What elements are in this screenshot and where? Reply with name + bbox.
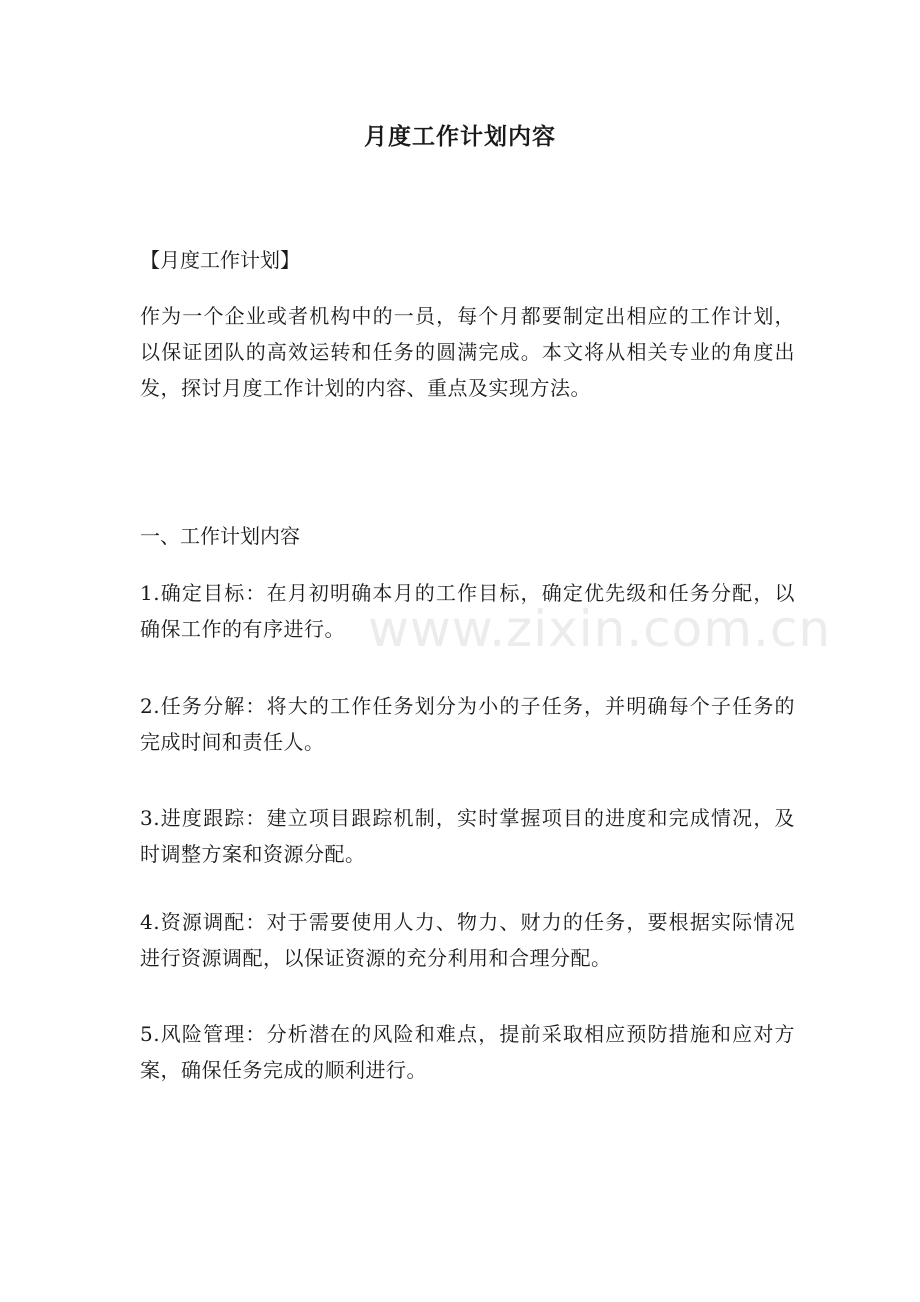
watermark-text: www.zixin.com.cn <box>368 600 832 658</box>
list-item-2: 2.任务分解：将大的工作任务划分为小的子任务，并明确每个子任务的完成时间和责任人。 <box>140 694 795 754</box>
section-tag: 【月度工作计划】 <box>140 248 300 272</box>
list-item-1: 1.确定目标：在月初明确本月的工作目标，确定优先级和任务分配，以确保工作的有序进行。 <box>140 581 795 641</box>
list-item-3: 3.进度跟踪：建立项目跟踪机制，实时掌握项目的进度和完成情况，及时调整方案和资源分配。 <box>140 806 795 866</box>
intro-paragraph: 作为一个企业或者机构中的一员，每个月都要制定出相应的工作计划，以保证团队的高效运转和任务的圆满完成。本文将从相关专业的角度出发，探讨月度工作计划的内容、重点及实现方法。 <box>140 304 795 400</box>
list-item-4: 4.资源调配：对于需要使用人力、物力、财力的任务，要根据实际情况进行资源调配，以保证资源的充分利用和合理分配。 <box>140 910 795 970</box>
document-title: 月度工作计划内容 <box>364 123 556 150</box>
section-heading: 一、工作计划内容 <box>140 524 300 548</box>
list-item-5: 5.风险管理：分析潜在的风险和难点，提前采取相应预防措施和应对方案，确保任务完成的顺利进行。 <box>140 1022 795 1082</box>
